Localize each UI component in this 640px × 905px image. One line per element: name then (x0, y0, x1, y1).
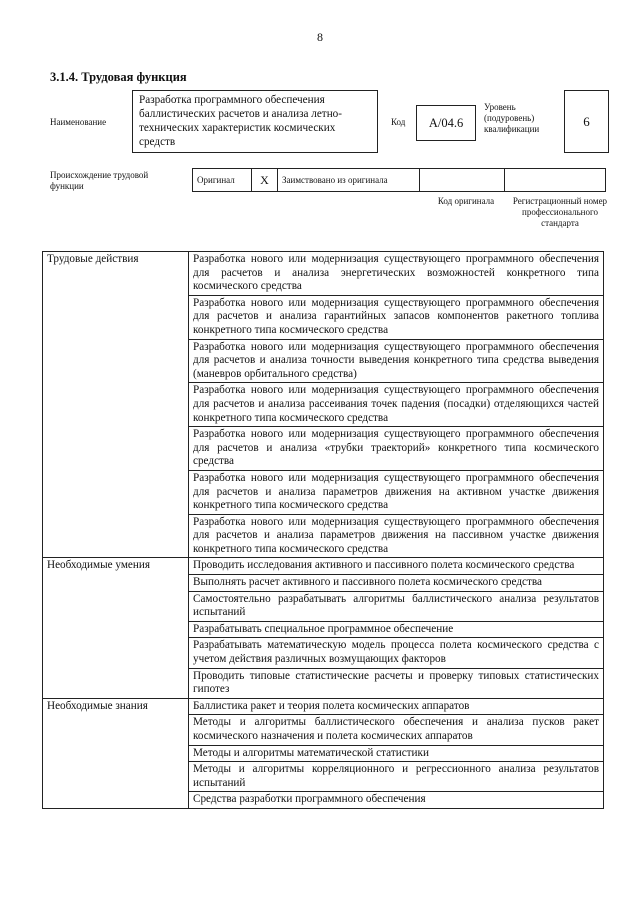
group-title: Трудовые действия (43, 252, 189, 558)
table-cell-item: Разрабатывать математическую модель процесса полета космического средства с учетом действия различных возмущающих факторов (189, 638, 604, 668)
registration-caption: Регистрационный номер профессионального стандарта (512, 196, 608, 228)
level-label: Уровень (подуровень) квалификации (484, 102, 540, 134)
table-cell-item: Разработка нового или модернизация существующего программного обеспечения для расчетов и анализа энергетических возможностей конкретного типа космического средства (189, 252, 604, 296)
group-title: Необходимые знания (43, 698, 189, 808)
table-cell-item: Проводить исследования активного и пассивного полета космического средства (189, 558, 604, 575)
table-cell-item: Самостоятельно разрабатывать алгоритмы баллистического анализа результатов испытаний (189, 591, 604, 621)
original-mark: X (251, 168, 278, 192)
section-title: 3.1.4. Трудовая функция (50, 70, 187, 84)
origin-label: Происхождение трудовой функции (50, 170, 149, 191)
table-cell-item: Методы и алгоритмы баллистического обеспечения и анализа пусков ракет космического назначения и полета космических аппаратов (189, 715, 604, 745)
table-cell-item: Баллистика ракет и теория полета космических аппаратов (189, 698, 604, 715)
table-cell-item: Разработка нового или модернизация существующего программного обеспечения для расчетов и анализа гарантийных запасов компонентов ракетного топлива конкретного типа космического средства (189, 295, 604, 339)
function-table (42, 251, 604, 809)
table-cell-item: Методы и алгоритмы корреляционного и регрессионного анализа результатов испытаний (189, 762, 604, 792)
code-label: Код (391, 117, 406, 127)
table-cell-item: Выполнять расчет активного и пассивного полета космического средства (189, 575, 604, 592)
function-code: А/04.6 (416, 105, 476, 141)
registration-number-cell (504, 168, 606, 192)
table-cell-item: Разработка нового или модернизация существующего программного обеспечения для расчетов и анализа параметров движения на активном участке движения конкретного типа космического средства (189, 470, 604, 514)
table-cell-item: Разработка нового или модернизация существующего программного обеспечения для расчетов и анализа точности выведения конкретного типа средства выведения (маневров орбитального средства) (189, 339, 604, 383)
original-code-cell (419, 168, 505, 192)
table-cell-item: Разрабатывать специальное программное обеспечение (189, 621, 604, 638)
borrowed-label: Заимствовано из оригинала (277, 168, 420, 192)
table-row (43, 698, 604, 715)
table-cell-item: Методы и алгоритмы математической статистики (189, 745, 604, 762)
table-cell-item: Средства разработки программного обеспечения (189, 792, 604, 809)
table-cell-item: Разработка нового или модернизация существующего программного обеспечения для расчетов и анализа «трубки траекторий» конкретного типа космического средства (189, 427, 604, 471)
table-row (43, 558, 604, 575)
table-row (43, 252, 604, 296)
code-caption: Код оригинала (437, 196, 495, 206)
function-name: Разработка программного обеспечения баллистических расчетов и анализа летно-технических характеристик космических средств (132, 90, 378, 153)
qualification-level: 6 (564, 90, 609, 153)
original-label: Оригинал (192, 168, 252, 192)
name-label: Наименование (50, 117, 107, 127)
page-number: 8 (317, 30, 323, 44)
table-cell-item: Разработка нового или модернизация существующего программного обеспечения для расчетов и анализа рассеивания точек падения (посадки) отделяющихся частей конкретного типа космического средства (189, 383, 604, 427)
table-cell-item: Проводить типовые статистические расчеты и проверку типовых статистических гипотез (189, 668, 604, 698)
table-cell-item: Разработка нового или модернизация существующего программного обеспечения для расчетов и анализа параметров движения на пассивном участке движения конкретного типа космического средства (189, 514, 604, 558)
group-title: Необходимые умения (43, 558, 189, 698)
